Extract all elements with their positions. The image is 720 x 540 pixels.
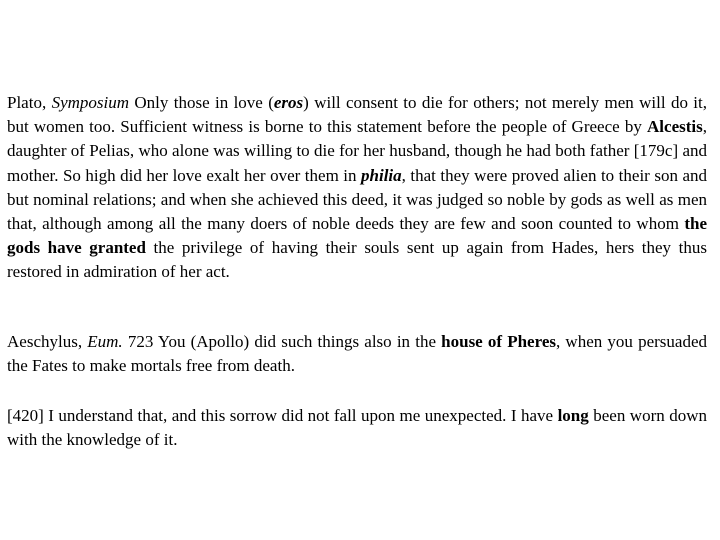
source-work-title: Eum. (87, 332, 123, 351)
text-segment: Only those in love ( (129, 93, 274, 112)
line-420-paragraph (7, 404, 707, 452)
name-alcestis: Alcestis (647, 117, 703, 137)
source-work-title: Symposium (51, 93, 130, 112)
text-segment: , daughter of Pelias, who alone was willing to die for her husband, though he had both father [179c] and mother. So high did her love exalt her over them in (7, 117, 707, 185)
phrase-gods-granted: the gods have granted (7, 214, 707, 258)
text-segment: , that they were proved alien to their son and but nominal relations; and when she achieved this deed, it was judged so noble by gods as well as men that, although among all the many doers of noble deeds they are few and soon counted to whom (7, 165, 707, 234)
aeschylus-eumenides-paragraph (7, 330, 707, 378)
text-segment: been worn down with the knowledge of it. (7, 406, 707, 450)
text-segment: , when you persuaded the Fates to make mortals free from death. (7, 332, 708, 376)
text-segment: 723 You (Apollo) did such things also in the (122, 332, 442, 351)
text-segment: [420] I understand that, and this sorrow did not fall upon me unexpected. I have (7, 406, 558, 425)
text-segment: ) will consent to die for others; not merely men will do it, but women too. Sufficient witness is borne to this statement before the people of Greece by (7, 93, 707, 137)
source-author: Plato, (7, 93, 52, 112)
term-eros: eros (273, 93, 304, 112)
term-philia: philia (361, 165, 402, 185)
phrase-house-of-pheres: house of Pheres (441, 332, 557, 351)
source-author: Aeschylus, (7, 332, 88, 351)
plato-symposium-paragraph (7, 91, 707, 285)
word-long: long (557, 406, 589, 425)
text-segment: the privilege of having their souls sent up again from Hades, hers they thus restored in admiration of her act. (7, 238, 707, 282)
